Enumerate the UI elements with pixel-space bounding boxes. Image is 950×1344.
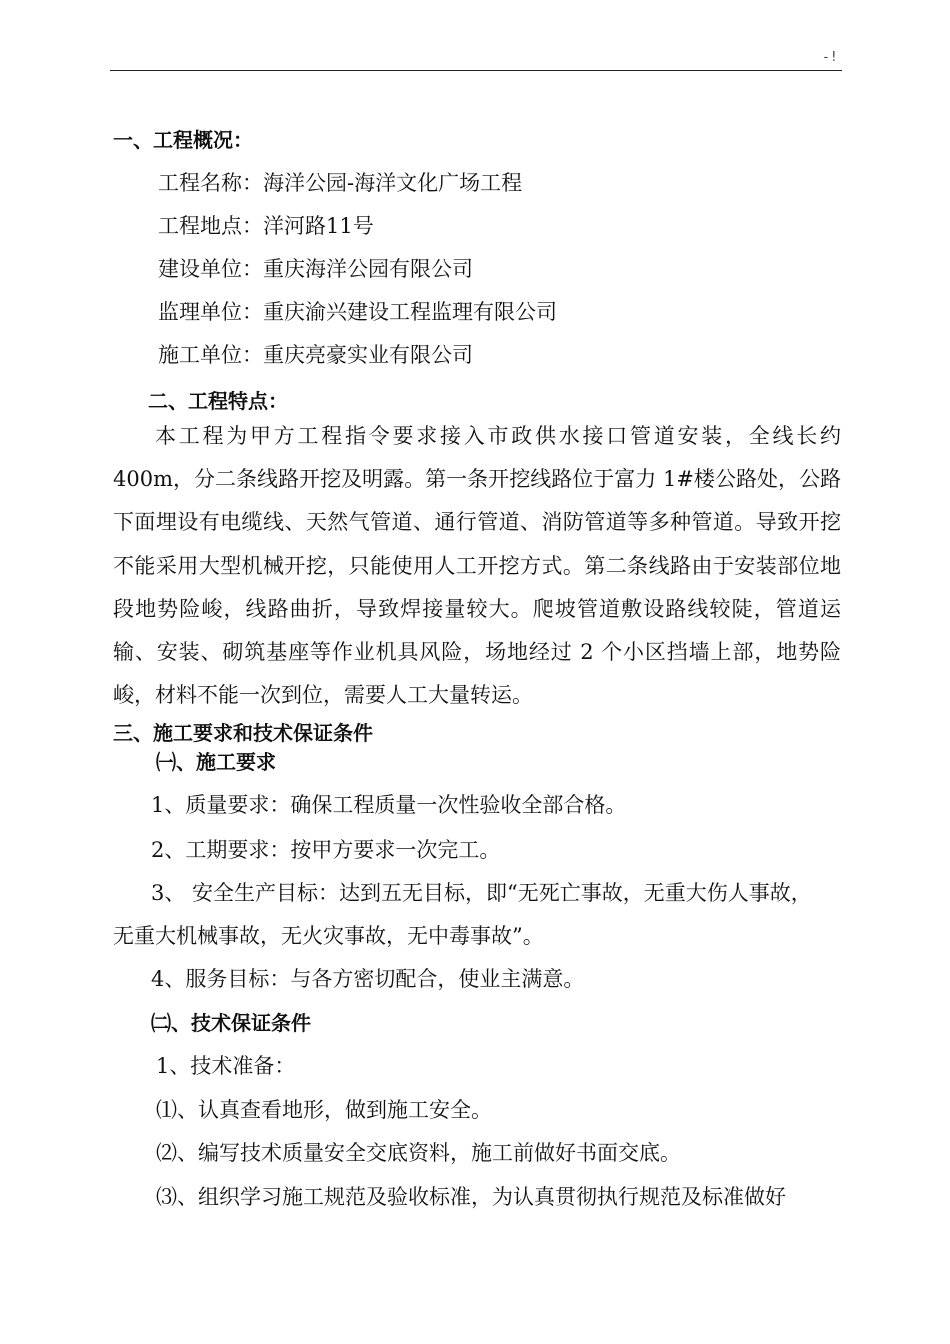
sub2-heading: ㈡、技术保证条件 <box>151 1011 311 1035</box>
req-service: 4、服务目标：与各方密切配合，使业主满意。 <box>151 967 585 991</box>
section2-body <box>113 415 841 717</box>
supervisor-unit: 监理单位：重庆渝兴建设工程监理有限公司 <box>158 300 557 324</box>
page-marker: -! <box>822 50 838 65</box>
section3-heading: 三、施工要求和技术保证条件 <box>113 721 373 745</box>
header-rule <box>110 70 842 71</box>
tech-prep: 1、技术准备： <box>156 1054 296 1078</box>
req-schedule: 2、工期要求：按甲方要求一次完工。 <box>151 838 501 862</box>
req-safety: 3、 安全生产目标：达到五无目标，即“无死亡事故，无重大伤人事故， <box>151 881 812 905</box>
section2-paragraph: 本工程为甲方工程指令要求接入市政供水接口管道安装，全线长约400m，分二条线路开挖及明露。第一条开挖线路位于富力 1#楼公路处，公路下面埋设有电缆线、天然气管道、通行管道、消防管道等多种管道。导致开挖不能采用大型机械开挖，只能使用人工开挖方式。第二条线路由于安装部位地段地势险峻，线路曲折，导致焊接量较大。爬坡管道敷设路线较陡，管道运输、安装、砌筑基座等作业机具风险，场地经过 2 个小区挡墙上部，地势险峻，材料不能一次到位，需要人工大量转运。 <box>113 424 841 708</box>
section1-heading: 一、工程概况： <box>113 128 253 152</box>
owner-unit: 建设单位：重庆海洋公园有限公司 <box>158 257 473 281</box>
req-safety-cont: 无重大机械事故，无火灾事故，无中毒事故”。 <box>113 924 544 948</box>
tech-prep-2: ⑵、编写技术质量安全交底资料，施工前做好书面交底。 <box>156 1141 681 1165</box>
tech-prep-1: ⑴、认真查看地形，做到施工安全。 <box>156 1098 492 1122</box>
tech-prep-3: ⑶、组织学习施工规范及验收标准，为认真贯彻执行规范及标准做好 <box>156 1185 786 1209</box>
project-location: 工程地点：洋河路11号 <box>158 214 374 238</box>
contractor-unit: 施工单位：重庆亮豪实业有限公司 <box>158 343 473 367</box>
sub1-heading: ㈠、施工要求 <box>156 750 276 774</box>
req-quality: 1、质量要求：确保工程质量一次性验收全部合格。 <box>151 793 627 817</box>
project-name: 工程名称：海洋公园-海洋文化广场工程 <box>158 171 523 195</box>
section2-heading: 二、工程特点： <box>148 389 288 413</box>
